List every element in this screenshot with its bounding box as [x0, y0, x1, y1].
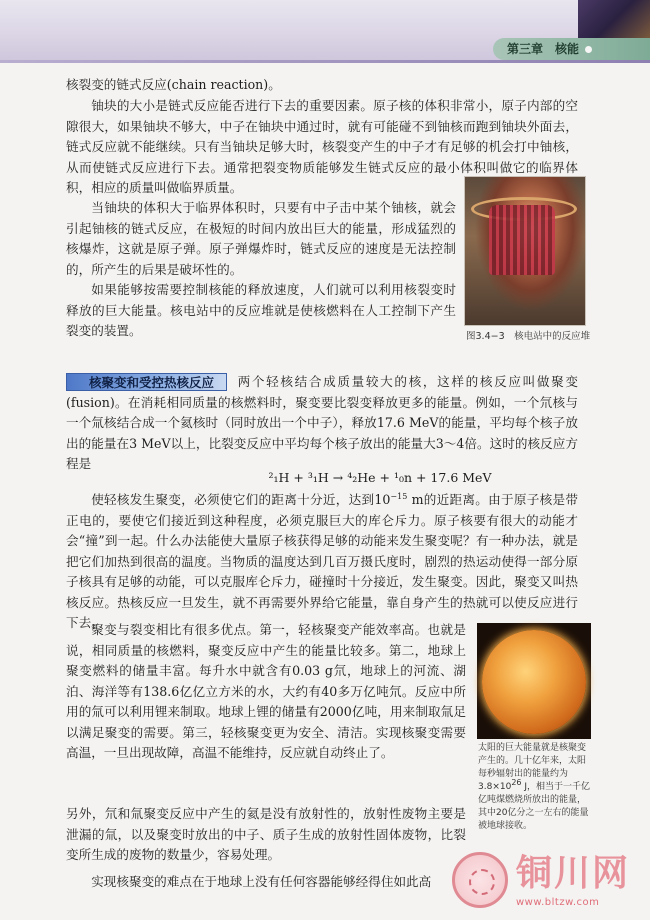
paragraph-8: 实现核聚变的难点在于地球上没有任何容器能够经得住如此高 [91, 874, 432, 889]
header-divider [0, 60, 650, 63]
reactor-caption: 图3.4−3 核电站中的反应堆 [466, 331, 591, 342]
watermark-logo: 铜川网 [516, 853, 631, 894]
sun-caption-b: J，相当于一千亿亿吨煤燃烧所放出的能量，其中20亿分之一左右的能量被地球接收。 [478, 782, 591, 831]
header-photo [578, 0, 650, 40]
paragraph-1: 核裂变的链式反应(chain reaction)。 [66, 77, 281, 92]
fusion-equation: ²₁H + ³₁H → ⁴₂He + ¹₀n + 17.6 MeV [268, 470, 492, 485]
paragraph-6 [66, 490, 578, 634]
chapter-tag [493, 38, 650, 60]
reactor-photo [464, 176, 586, 326]
paragraph-7b-block [66, 804, 466, 866]
paragraph-5-text: 两个轻核结合成质量较大的核，这样的核反应叫做聚变(fusion)。在消耗相同质量的核燃料时，聚变要比裂变释放更多的能量。例如，一个氘核与一个氚核结合成一个氦核时（同时放出一个中子），释放17.6 MeV的能量，平均每个核子放出的能量在3 MeV以上，比裂变反应中平均每个核子放出的能量大3～4倍。这时的核反应方程是 [66, 374, 578, 471]
section-heading-fusion: 核聚变和受控热核反应 [66, 373, 227, 391]
paragraph-6-a: 使轻核发生聚变，必须使它们的距离十分近，达到10 [91, 492, 391, 507]
reactor-core [489, 205, 555, 275]
watermark [452, 852, 646, 914]
paragraph-4: 如果能够按需要控制核能的释放速度，人们就可以利用核裂变时释放的巨大能量。核电站中的反应堆就是使核燃料在人工控制下产生裂变的装置。 [66, 282, 456, 338]
paragraph-7b: 另外，氘和氚聚变反应中产生的氦是没有放射性的，放射性废物主要是泄漏的氚，以及聚变时放出的中子、质子生成的放射性固体废物，比裂变所生成的废物的数量少，容易处理。 [66, 806, 466, 862]
paragraph-6-b: m的近距离。由于原子核是带正电的，要使它们接近到这种程度，必须克服巨大的库仑斥力。原子核要有很大的动能才会“撞”到一起。什么办法能使大量原子核获得足够的动能来发生聚变呢？有一种办法，就是把它们加热到很高的温度。当物质的温度达到几百万摄氏度时，剧烈的热运动使得一部分原子核具有足够的动能，可以克服库仑斥力，碰撞时十分接近，发生聚变。因此，聚变又叫热核反应。热核反应一旦发生，就不再需要外界给它能量，靠自身产生的热就可以使反应进行下去。 [66, 492, 578, 630]
sun-caption [478, 742, 590, 834]
chapter-label: 第三章 核能 [507, 42, 580, 56]
sun-caption-exponent: 26 [511, 778, 522, 787]
paragraph-8-block [66, 872, 466, 894]
paragraph-fusion [66, 372, 578, 471]
paragraph-7a: 聚变与裂变相比有很多优点。第一，轻核聚变产能效率高。也就是说，相同质量的核燃料，聚变反应中产生的能量比较多。第二，地球上聚变燃料的储量丰富。每升水中就含有0.03 g氘，地球上的河流、湖泊、海洋等有138.6亿亿立方米的水，大约有40多万亿吨氘。反应中所用的氚可以利用锂来制取。地球上锂的储量有2000亿吨，用来制取氚足以满足聚变的需要。第三，轻核聚变更为安全、清洁。实现核聚变需要高温，一旦出现故障，高温不能维持，反应就自动终止了。 [66, 622, 466, 760]
paragraph-chain-reaction [66, 75, 578, 96]
sun-caption-a: 太阳的巨大能量就是核聚变产生的。几十亿年来，太阳每秒辐射出的能量约为3.8×10 [478, 743, 587, 792]
paragraph-6-block [66, 490, 578, 630]
sun-photo [482, 630, 586, 734]
paragraph-3: 当铀块的体积大于临界体积时，只要有中子击中某个铀核，就会引起铀核的链式反应，在极短的时间内放出巨大的能量，形成猛烈的核爆炸，这就是原子弹。原子弹爆炸时，链式反应的速度是无法控制的，所产生的后果是破坏性的。 [66, 200, 456, 277]
paragraph-7-block [66, 620, 466, 804]
paragraph-2-top [66, 96, 578, 195]
paragraph-2: 铀块的大小是链式反应能否进行下去的重要因素。原子核的体积非常小，原子内部的空隙很大，如果铀块不够大，中子在铀块中通过时，就有可能碰不到铀核而跑到铀块外面去，链式反应就不能继续。只有当铀块足够大时，核裂变产生的中子才有足够的机会打中铀核，从而使链式反应进行下去。通常把裂变物质能够发生链式反应的最小体积叫做它的临界体积，相应的质量叫做临界质量。 [66, 98, 578, 195]
watermark-url: www.bltzw.com [516, 897, 600, 908]
watermark-seal-icon [452, 852, 508, 908]
paragraph-block-left [66, 178, 456, 342]
paragraph-6-exponent: −15 [390, 491, 408, 501]
paragraph-5 [66, 372, 578, 475]
chapter-dot-icon [585, 46, 592, 53]
